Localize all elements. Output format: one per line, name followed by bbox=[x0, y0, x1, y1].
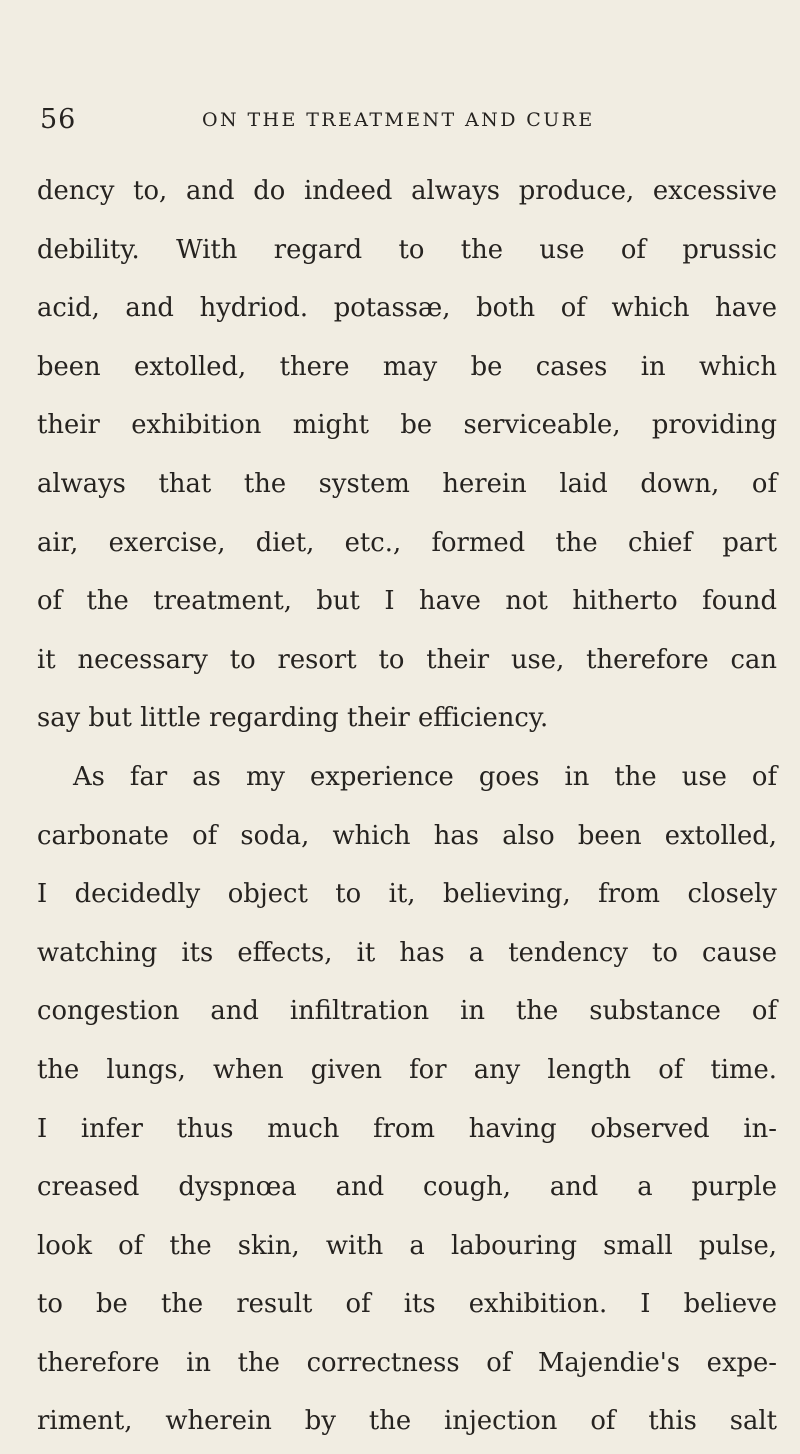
body-text bbox=[37, 162, 777, 1451]
text-line: look of the skin, with a labouring small pulse, bbox=[37, 1230, 777, 1261]
text-line: therefore in the correctness of Majendie's expe- bbox=[37, 1347, 777, 1378]
text-line: to be the result of its exhibition. I believe bbox=[37, 1289, 777, 1320]
text-line: been extolled, there may be cases in which bbox=[37, 351, 777, 382]
running-title: ON THE TREATMENT AND CURE bbox=[202, 109, 595, 131]
text-line: dency to, and do indeed always produce, excessive bbox=[37, 176, 777, 206]
text-line: air, exercise, diet, etc., formed the chief part bbox=[37, 527, 777, 558]
text-line: always that the system herein laid down, of bbox=[37, 468, 777, 499]
text-line: I decidedly object to it, believing, from closely bbox=[37, 879, 777, 910]
text-line: acid, and hydriod. potassæ, both of which have bbox=[37, 293, 777, 324]
text-line: debility. With regard to the use of prussic bbox=[37, 234, 777, 265]
text-line: creased dyspnœa and cough, and a purple bbox=[37, 1172, 777, 1203]
text-line: I infer thus much from having observed in- bbox=[37, 1113, 777, 1144]
text-line: say but little regarding their efficiency. bbox=[37, 703, 549, 734]
page-number: 56 bbox=[40, 104, 77, 135]
text-line: congestion and infiltration in the substance of bbox=[37, 996, 777, 1027]
text-line: it necessary to resort to their use, therefore can bbox=[37, 644, 777, 675]
text-line: riment, wherein by the injection of this salt bbox=[37, 1406, 777, 1437]
text-line: their exhibition might be serviceable, providing bbox=[37, 410, 777, 441]
text-line: of the treatment, but I have not hitherto found bbox=[37, 586, 777, 617]
text-line: As far as my experience goes in the use of bbox=[73, 761, 777, 792]
text-line: the lungs, when given for any length of time. bbox=[37, 1054, 777, 1085]
text-line: watching its effects, it has a tendency to cause bbox=[37, 937, 777, 968]
running-head bbox=[40, 100, 760, 140]
text-line: carbonate of soda, which has also been extolled, bbox=[37, 820, 777, 851]
